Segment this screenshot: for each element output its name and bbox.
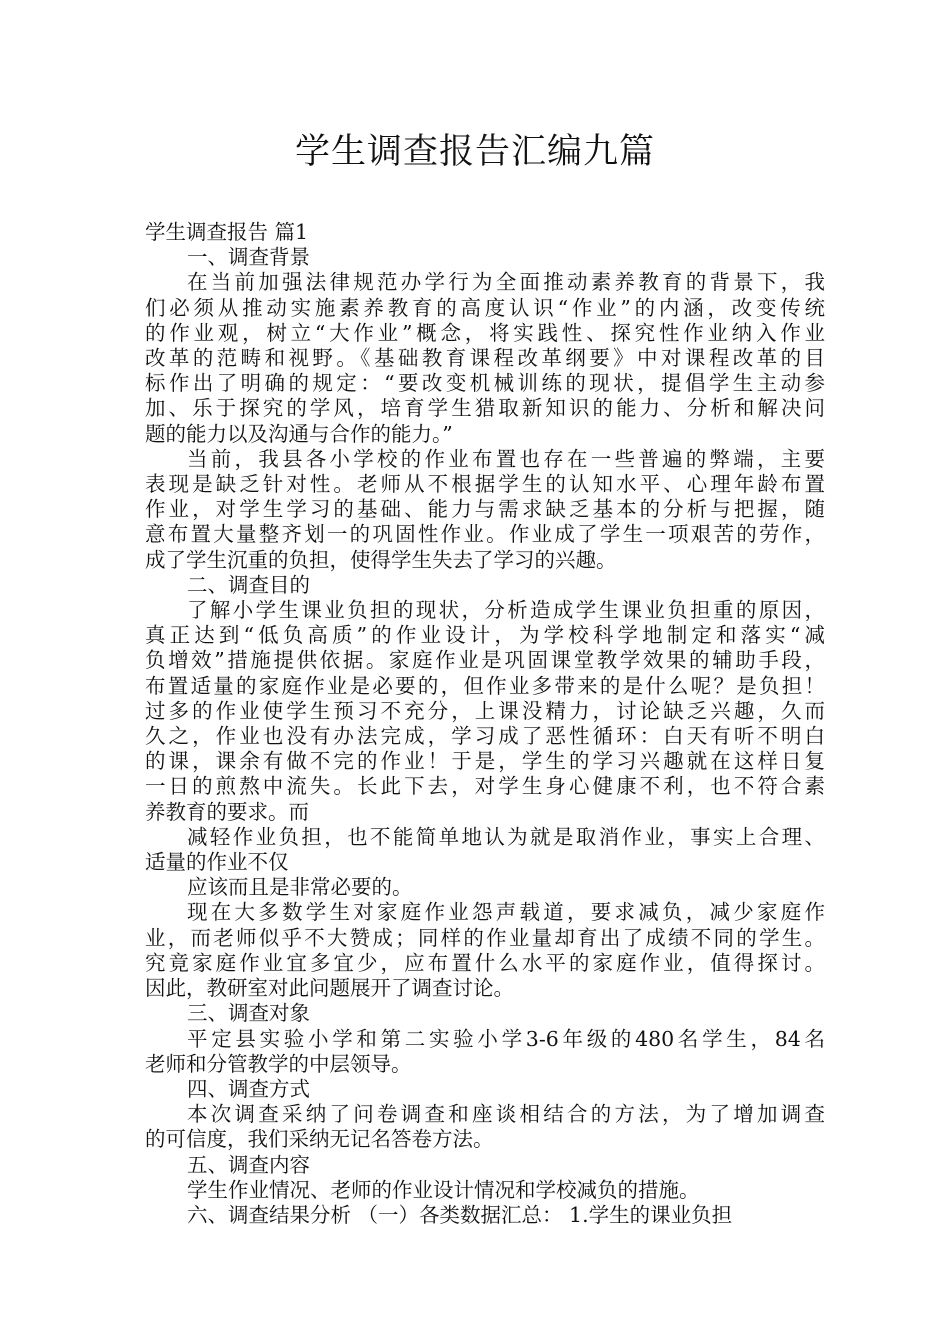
text-line: 的课，课余有做不完的作业！于是，学生的学习兴趣就在这样日复 — [145, 749, 825, 774]
text-line: 应该而且是非常必要的。 — [187, 875, 413, 900]
text-line: 的可信度，我们采纳无记名答卷方法。 — [145, 1127, 494, 1152]
text-line: 题的能力以及沟通与合作的能力。” — [145, 421, 453, 446]
text-line: 业，而老师似乎不大赞成；同样的作业量却育出了成绩不同的学生。 — [145, 925, 825, 950]
text-line: 成了学生沉重的负担，使得学生失去了学习的兴趣。 — [145, 547, 617, 572]
text-line: 改革的范畴和视野。《基础教育课程改革纲要》中对课程改革的目 — [145, 346, 825, 371]
text-line: 过多的作业使学生预习不充分，上课没精力，讨论缺乏兴趣，久而 — [145, 698, 825, 723]
text-line: 适量的作业不仅 — [145, 850, 289, 875]
text-line: 现在大多数学生对家庭作业怨声载道，要求减负，减少家庭作 — [187, 900, 825, 925]
text-line: 们必须从推动实施素养教育的高度认识“作业”的内涵，改变传统 — [145, 295, 825, 320]
document-title: 学生调查报告汇编九篇 — [294, 132, 655, 172]
text-line: 本次调查采纳了问卷调查和座谈相结合的方法，为了增加调查 — [187, 1102, 825, 1127]
text-line: 在当前加强法律规范办学行为全面推动素养教育的背景下，我 — [187, 270, 825, 295]
text-line: 养教育的要求。而 — [145, 799, 309, 824]
text-line: 一日的煎熬中流失。长此下去，对学生身心健康不利，也不符合素 — [145, 774, 825, 799]
text-line: 了解小学生课业负担的现状，分析造成学生课业负担重的原因， — [187, 598, 825, 623]
text-line: 学生作业情况、老师的作业设计情况和学校减负的措施。 — [187, 1177, 700, 1202]
document-body — [145, 220, 825, 1228]
text-line: 老师和分管教学的中层领导。 — [145, 1051, 412, 1076]
text-line: 加、乐于探究的学风，培育学生猎取新知识的能力、分析和解决问 — [145, 396, 825, 421]
text-line: 究竟家庭作业宜多宜少，应布置什么水平的家庭作业，值得探讨。 — [145, 950, 825, 975]
text-line: 五、调查内容 — [187, 1152, 310, 1177]
text-line: 学生调查报告 篇1 — [145, 220, 309, 244]
text-line: 负增效”措施提供依据。家庭作业是巩固课堂教学效果的辅助手段， — [145, 648, 825, 673]
text-line: 标作出了明确的规定：“要改变机械训练的现状，提倡学生主动参 — [145, 371, 825, 396]
text-line: 三、调查对象 — [187, 1001, 310, 1026]
text-line: 二、调查目的 — [187, 572, 310, 597]
text-line: 久之，作业也没有办法完成，学习成了恶性循环：白天有听不明白 — [145, 724, 825, 749]
text-line: 平定县实验小学和第二实验小学3-6年级的480名学生，84名 — [187, 1026, 825, 1051]
text-line: 真正达到“低负高质”的作业设计，为学校科学地制定和落实“减 — [145, 623, 825, 648]
text-line: 减轻作业负担，也不能简单地认为就是取消作业，事实上合理、 — [187, 824, 825, 849]
text-line: 意布置大量整齐划一的巩固性作业。作业成了学生一项艰苦的劳作， — [145, 522, 825, 547]
text-line: 当前，我县各小学校的作业布置也存在一些普遍的弊端，主要 — [187, 446, 825, 471]
text-line: 的作业观，树立“大作业”概念，将实践性、探究性作业纳入作业 — [145, 320, 825, 345]
text-line: 因此，教研室对此问题展开了调查讨论。 — [145, 976, 514, 1001]
text-line: 作业，对学生学习的基础、能力与需求缺乏基本的分析与把握，随 — [145, 497, 825, 522]
text-line: 六、调查结果分析 （一）各类数据汇总： 1.学生的课业负担 — [187, 1202, 733, 1227]
text-line: 布置适量的家庭作业是必要的，但作业多带来的是什么呢？是负担！ — [145, 673, 825, 698]
text-line: 一、调查背景 — [187, 245, 310, 270]
text-line: 四、调查方式 — [187, 1076, 310, 1101]
text-line: 表现是缺乏针对性。老师从不根据学生的认知水平、心理年龄布置 — [145, 472, 825, 497]
